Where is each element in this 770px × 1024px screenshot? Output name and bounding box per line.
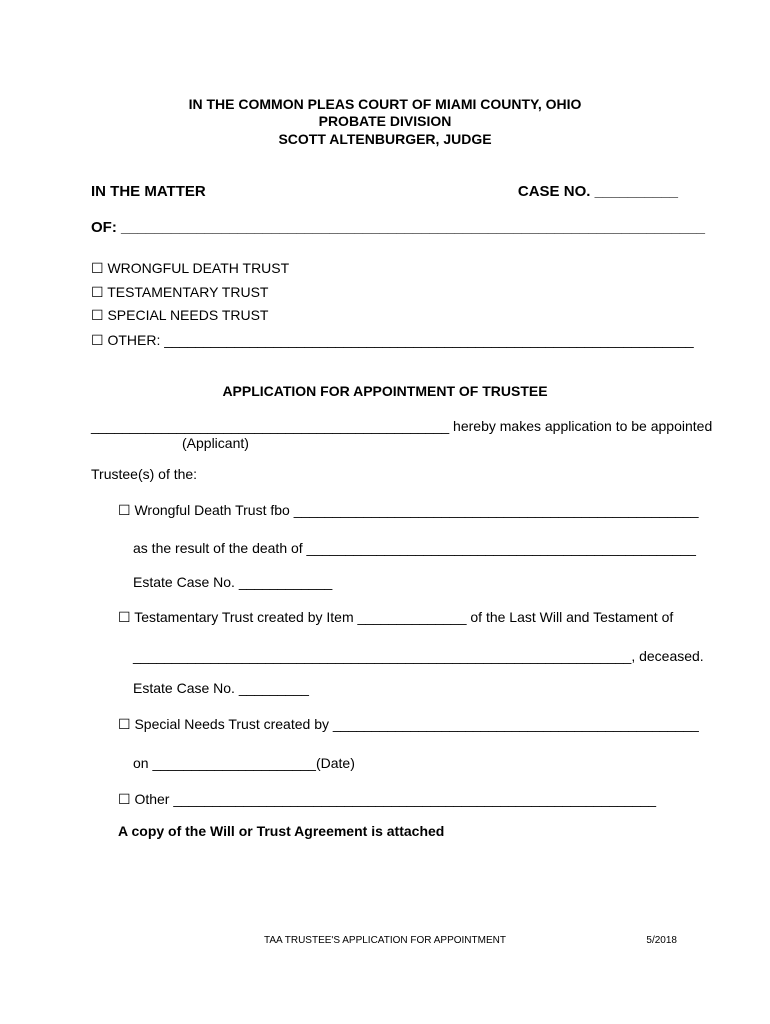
in-the-matter-label: IN THE MATTER [91, 183, 206, 200]
decedent-name-field[interactable]: ________________________________________________________________, deceased. [133, 648, 704, 664]
option-other[interactable]: ☐ Other ______________________________________________________________ [118, 791, 657, 807]
date-field[interactable]: on _____________________(Date) [133, 755, 355, 771]
footer-revision-date: 5/2018 [646, 935, 677, 946]
applicant-label: (Applicant) [182, 435, 249, 451]
option-special-needs-trust[interactable]: ☐ Special Needs Trust created by _______________________________________________ [118, 716, 699, 732]
court-division: PROBATE DIVISION [318, 113, 452, 129]
checkbox-testamentary-trust[interactable]: ☐ TESTAMENTARY TRUST [91, 284, 269, 300]
checkbox-other-trust[interactable]: ☐ OTHER: ____________________________________________________________________ [91, 332, 694, 348]
checkbox-special-needs-trust[interactable]: ☐ SPECIAL NEEDS TRUST [91, 307, 269, 323]
option-wrongful-death-trust[interactable]: ☐ Wrongful Death Trust fbo ____________________________________________________ [118, 502, 699, 518]
trustee-of-label: Trustee(s) of the: [91, 466, 198, 482]
applicant-name-field[interactable]: ______________________________________________ hereby makes application to be appointed [91, 418, 713, 434]
document-title: APPLICATION FOR APPOINTMENT OF TRUSTEE [222, 383, 548, 399]
estate-case-number-field-2[interactable]: Estate Case No. _________ [133, 680, 309, 696]
footer-form-name: TAA TRUSTEE'S APPLICATION FOR APPOINTMENT [264, 935, 506, 946]
case-number-field[interactable]: CASE NO. __________ [517, 183, 678, 200]
matter-of-field[interactable]: OF: ______________________________________________________________________ [91, 219, 705, 236]
option-testamentary-trust[interactable]: ☐ Testamentary Trust created by Item ______________ of the Last Will and Testament of [118, 609, 674, 625]
checkbox-wrongful-death-trust[interactable]: ☐ WRONGFUL DEATH TRUST [91, 260, 290, 276]
death-of-field[interactable]: as the result of the death of __________________________________________________ [133, 540, 696, 556]
court-judge: SCOTT ALTENBURGER, JUDGE [278, 131, 492, 147]
estate-case-number-field-1[interactable]: Estate Case No. ____________ [133, 574, 333, 590]
copy-attached-note: A copy of the Will or Trust Agreement is attached [118, 823, 445, 839]
court-title: IN THE COMMON PLEAS COURT OF MIAMI COUNTY, OHIO [188, 96, 582, 112]
